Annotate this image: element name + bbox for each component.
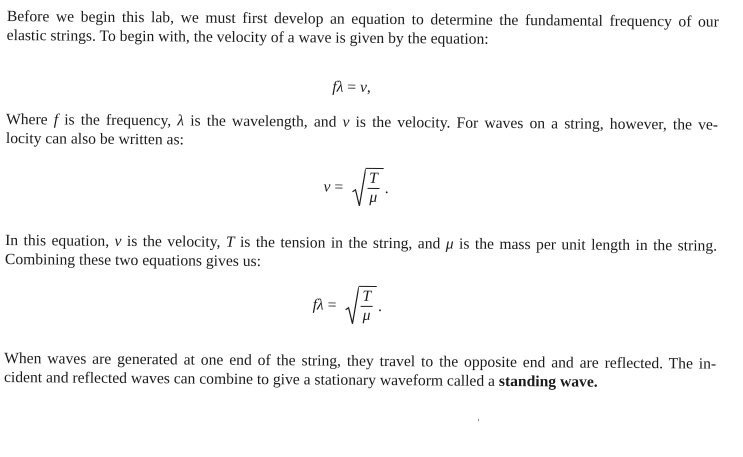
symbol-lambda: λ (336, 78, 344, 96)
symbol-f: f (53, 111, 59, 129)
text-run: cident and reflected waves can combine to give a stationary waveform called a (3, 369, 499, 390)
variables-paragraph (5, 231, 717, 275)
text-run: is the frequency, (58, 111, 178, 130)
text-run: In this equation, (5, 232, 115, 250)
text-run: is the wavelength, and (184, 112, 343, 131)
text-run: is the velocity. For waves on a string, however, the ve- (349, 113, 719, 134)
equals-sign: = (323, 296, 341, 314)
symbol-t: T (225, 233, 235, 251)
denominator-mu: μ (362, 306, 371, 324)
symbol-v: v (114, 232, 122, 250)
equation-wave-velocity (332, 79, 371, 97)
definition-paragraph (6, 110, 718, 154)
intro-line-1: Before we begin this lab, we must first develop an equation to determine the fundamental frequency of our (6, 8, 719, 31)
symbol-f: f (332, 78, 337, 96)
square-root (351, 168, 384, 208)
text-run: is the tension in the string, and (234, 233, 446, 253)
standing-wave-paragraph (4, 349, 716, 393)
symbol-mu: μ (445, 235, 454, 253)
equation-punctuation: , (366, 78, 371, 96)
text-run: is the velocity, (121, 232, 226, 251)
equation-punctuation: . (377, 297, 382, 316)
equals-sign: = (343, 78, 361, 96)
symbol-lambda: λ (316, 296, 324, 314)
fraction-t-over-mu (365, 168, 384, 208)
standing-wave-line-1: When waves are generated at one end of the string, they travel to the opposite end and are reflected. The in- (4, 350, 717, 373)
symbol-v: v (359, 78, 368, 96)
radical-sign-icon (351, 168, 365, 208)
symbol-v: v (342, 113, 350, 131)
intro-line-2: elastic strings. To begin with, the velocity of a wave is given by the equation: (6, 27, 489, 48)
term-standing-wave: standing wave. (498, 372, 598, 391)
variables-line-2: Combining these two equations gives us: (4, 251, 262, 271)
denominator-mu: μ (369, 188, 378, 206)
text-run: is the mass per unit length in the string. (453, 235, 718, 255)
symbol-v: v (323, 178, 331, 196)
numerator-tension: T (367, 171, 380, 189)
equals-sign: = (330, 178, 348, 196)
symbol-f: f (312, 296, 318, 314)
equation-string-velocity (323, 168, 388, 209)
scan-speck: ' (477, 417, 480, 429)
text-run: Where (5, 111, 54, 129)
equation-punctuation: . (384, 180, 389, 198)
symbol-lambda: λ (177, 112, 185, 130)
intro-paragraph (7, 7, 719, 51)
definition-line-2: locity can also be written as: (5, 130, 184, 149)
square-root (344, 286, 377, 326)
fraction-t-over-mu (358, 286, 377, 326)
numerator-tension: T (360, 289, 373, 307)
equation-combined (312, 285, 382, 326)
radical-sign-icon (344, 286, 358, 326)
